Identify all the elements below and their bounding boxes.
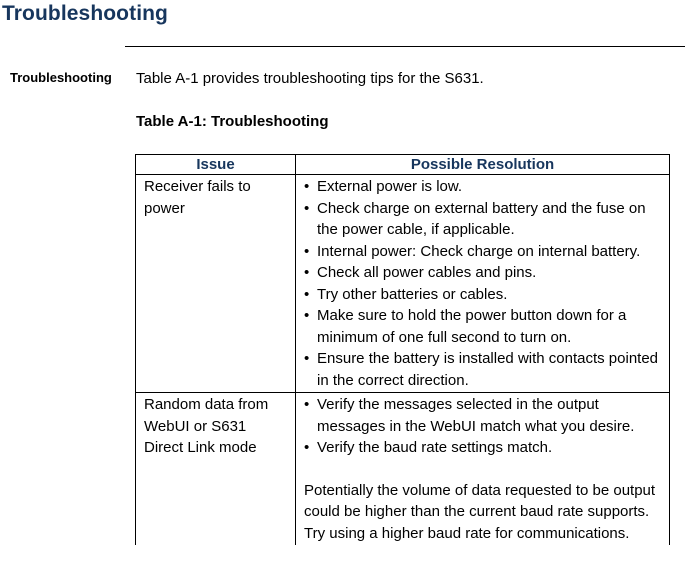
resolution-list [304,394,665,459]
list-item [304,176,665,198]
issue-line: power [144,199,185,217]
list-item-text: External power is low. [317,178,463,195]
table-caption: Table A-1: Troubleshooting [136,113,329,130]
list-item-text: Internal power: Check charge on internal battery. [317,242,641,260]
issue-line: Random data from [144,396,269,413]
issue-line: WebUI or S631 [144,417,247,435]
column-header-issue: Issue [136,155,296,175]
list-item-text: Make sure to hold the power button down for a minimum of one full second to turn on. [317,307,627,346]
issue-line: Direct Link mode [144,439,257,456]
list-item-text: Try other batteries or cables. [317,285,508,303]
resolution-cell [296,175,670,393]
list-item-text: Verify the baud rate settings match. [317,439,553,456]
bullet-icon: • [304,350,310,367]
list-item-text: Ensure the battery is installed with contacts pointed in the correct direction. [317,350,659,389]
heading-rule [125,46,685,47]
bullet-icon: • [304,178,310,195]
resolution-list [304,176,665,391]
list-item [304,305,665,348]
side-heading: Troubleshooting [10,70,112,85]
issue-cell [136,393,296,546]
issue-cell [136,175,296,393]
resolution-note: Potentially the volume of data requested to be output could be higher than the current baud rate supports. Try using a higher baud rate for communications. [304,481,656,542]
page-title: Troubleshooting [2,2,168,25]
bullet-icon: • [304,307,310,324]
table-row [136,393,670,546]
bullet-icon: • [304,396,310,413]
list-item-text: Check all power cables and pins. [317,264,537,281]
intro-text: Table A-1 provides troubleshooting tips for the S631. [136,70,484,87]
list-item [304,262,665,284]
bullet-icon: • [304,264,310,281]
issue-line: Receiver fails to [144,178,251,195]
bullet-icon: • [304,199,310,217]
list-item [304,348,665,391]
table-header-row [136,155,670,175]
list-item [304,241,665,263]
troubleshooting-table [135,154,670,545]
resolution-cell [296,393,670,546]
list-item [304,437,665,459]
list-item-text: Verify the messages selected in the output messages in the WebUI match what you desire. [317,396,635,435]
list-item [304,284,665,306]
bullet-icon: • [304,285,310,303]
table-row [136,175,670,393]
list-item-text: Check charge on external battery and the fuse on the power cable, if applicable. [317,199,646,238]
bullet-icon: • [304,439,310,456]
list-item [304,198,665,241]
bullet-icon: • [304,242,310,260]
column-header-resolution: Possible Resolution [296,155,670,175]
list-item [304,394,665,437]
